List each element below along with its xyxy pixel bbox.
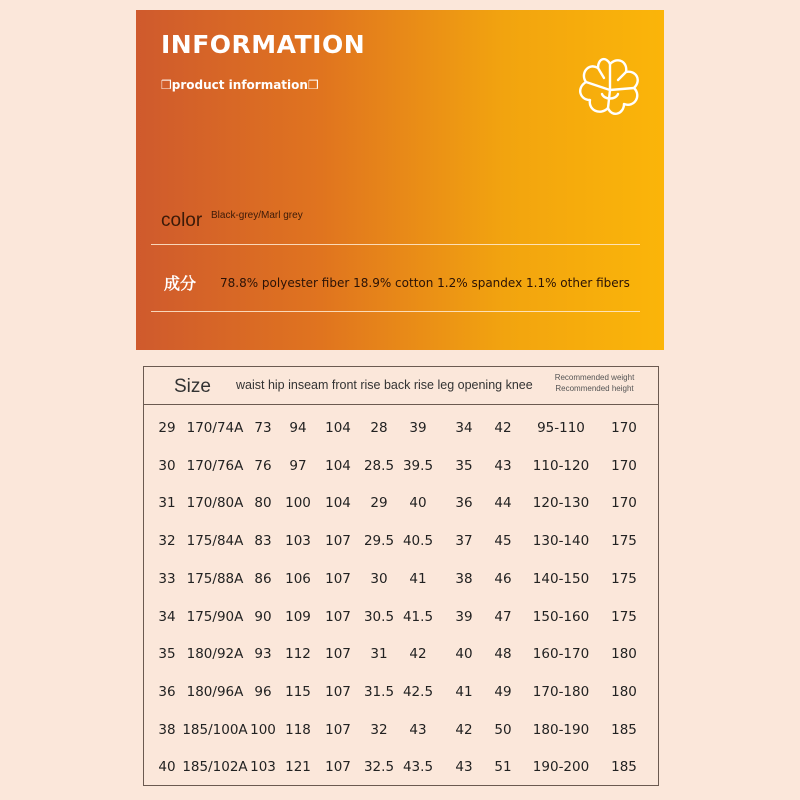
table-row	[144, 599, 658, 636]
size-table	[143, 366, 659, 786]
cell-back-rise: 40	[409, 495, 427, 512]
cell-knee: 51	[494, 759, 512, 776]
cell-leg-opening: 35	[455, 457, 473, 474]
cell-recommended-height: 180	[611, 646, 637, 663]
cell-knee: 50	[494, 721, 512, 738]
composition-label: 成分	[164, 274, 197, 293]
cell-size: 29	[158, 420, 176, 436]
cell-recommended-height: 170	[611, 457, 637, 474]
cell-hip: 100	[285, 495, 311, 512]
cell-hip: 97	[289, 457, 307, 474]
cell-waist: 73	[254, 420, 272, 436]
divider	[151, 244, 640, 245]
cell-hip: 112	[285, 646, 311, 663]
cell-waist: 96	[254, 683, 272, 700]
cell-waist: 83	[254, 533, 272, 550]
cell-leg-opening: 42	[455, 721, 473, 738]
cell-recommended-height: 175	[611, 533, 637, 550]
cell-recommended-height: 185	[611, 759, 637, 776]
cell-recommended-weight: 95-110	[537, 420, 585, 436]
cell-back-rise: 40.5	[402, 533, 434, 550]
cell-front-rise: 31	[370, 646, 388, 663]
table-row	[144, 410, 658, 447]
cell-waist: 93	[254, 646, 272, 663]
cell-waist: 76	[254, 457, 272, 474]
cell-inseam: 107	[325, 533, 351, 550]
cell-size: 33	[158, 570, 176, 587]
recommended-header: Recommended weight Recommended height	[554, 373, 635, 393]
cell-height-size: 175/84A	[186, 533, 244, 550]
cell-recommended-weight: 120-130	[532, 495, 590, 512]
cell-knee: 43	[494, 457, 512, 474]
cell-inseam: 107	[325, 608, 351, 625]
cell-knee: 47	[494, 608, 512, 625]
cell-inseam: 107	[325, 721, 351, 738]
cell-hip: 118	[285, 721, 311, 738]
cell-recommended-height: 175	[611, 608, 637, 625]
cell-hip: 109	[285, 608, 311, 625]
cell-back-rise: 42	[409, 646, 427, 663]
cell-inseam: 107	[325, 646, 351, 663]
cell-waist: 86	[254, 570, 272, 587]
cell-height-size: 175/88A	[186, 570, 244, 587]
cell-knee: 42	[494, 420, 512, 436]
cell-recommended-weight: 150-160	[532, 608, 590, 625]
divider	[151, 311, 640, 312]
cell-recommended-weight: 180-190	[532, 721, 590, 738]
cell-size: 34	[158, 608, 176, 625]
cell-back-rise: 39	[409, 420, 427, 436]
cell-leg-opening: 40	[455, 646, 473, 663]
cell-inseam: 104	[325, 495, 351, 512]
cell-knee: 44	[494, 495, 512, 512]
cell-front-rise: 32.5	[363, 759, 395, 776]
cell-recommended-weight: 170-180	[532, 683, 590, 700]
cell-front-rise: 29.5	[363, 533, 395, 550]
cell-inseam: 104	[325, 420, 351, 436]
cell-hip: 106	[285, 570, 311, 587]
info-banner	[136, 10, 664, 350]
cell-front-rise: 32	[370, 721, 388, 738]
cell-knee: 45	[494, 533, 512, 550]
cell-recommended-weight: 130-140	[532, 533, 590, 550]
cell-leg-opening: 37	[455, 533, 473, 550]
cell-back-rise: 43.5	[402, 759, 434, 776]
cell-knee: 49	[494, 683, 512, 700]
cell-knee: 48	[494, 646, 512, 663]
cell-size: 35	[158, 646, 176, 663]
cell-leg-opening: 34	[455, 420, 473, 436]
color-value: Black-grey/Marl grey	[211, 210, 303, 221]
cell-knee: 46	[494, 570, 512, 587]
cell-hip: 115	[285, 683, 311, 700]
table-row	[144, 674, 658, 711]
table-row	[144, 712, 658, 749]
cell-height-size: 180/92A	[186, 646, 244, 663]
cell-leg-opening: 43	[455, 759, 473, 776]
cell-hip: 103	[285, 533, 311, 550]
cell-recommended-height: 180	[611, 683, 637, 700]
cell-front-rise: 30	[370, 570, 388, 587]
cell-leg-opening: 38	[455, 570, 473, 587]
cell-recommended-weight: 160-170	[532, 646, 590, 663]
cell-size: 32	[158, 533, 176, 550]
cell-leg-opening: 41	[455, 683, 473, 700]
size-header: Size	[174, 376, 211, 397]
cell-recommended-weight: 190-200	[532, 759, 590, 776]
cell-height-size: 170/80A	[186, 495, 244, 512]
cell-size: 36	[158, 683, 176, 700]
cell-leg-opening: 36	[455, 495, 473, 512]
cell-waist: 100	[250, 721, 276, 738]
cotton-flower-icon	[574, 50, 646, 122]
table-row	[144, 523, 658, 560]
cell-back-rise: 43	[409, 721, 427, 738]
cell-leg-opening: 39	[455, 608, 473, 625]
banner-subtitle: ❒product information❒	[161, 78, 319, 92]
cell-inseam: 107	[325, 759, 351, 776]
cell-size: 30	[158, 457, 176, 474]
cell-size: 31	[158, 495, 176, 512]
banner-title: INFORMATION	[161, 30, 366, 59]
cell-height-size: 170/74A	[186, 420, 244, 436]
color-label: color	[161, 210, 203, 231]
cell-size: 38	[158, 721, 176, 738]
cell-recommended-height: 175	[611, 570, 637, 587]
table-row	[144, 636, 658, 673]
cell-height-size: 185/102A	[182, 759, 248, 776]
cell-height-size: 170/76A	[186, 457, 244, 474]
columns-header: waist hip inseam front rise back rise leg opening knee	[236, 378, 533, 392]
cell-hip: 94	[289, 420, 307, 436]
cell-waist: 80	[254, 495, 272, 512]
cell-front-rise: 31.5	[363, 683, 395, 700]
cell-front-rise: 30.5	[363, 608, 395, 625]
cell-recommended-weight: 140-150	[532, 570, 590, 587]
composition-value: 78.8% polyester fiber 18.9% cotton 1.2% spandex 1.1% other fibers	[220, 276, 630, 290]
cell-inseam: 107	[325, 683, 351, 700]
cell-recommended-weight: 110-120	[532, 457, 590, 474]
cell-recommended-height: 185	[611, 721, 637, 738]
cell-back-rise: 41.5	[402, 608, 434, 625]
cell-height-size: 175/90A	[186, 608, 244, 625]
cell-back-rise: 41	[409, 570, 427, 587]
cell-front-rise: 28.5	[363, 457, 395, 474]
cell-recommended-height: 170	[611, 495, 637, 512]
cell-recommended-height: 170	[611, 420, 637, 436]
table-row	[144, 448, 658, 485]
cell-height-size: 185/100A	[182, 721, 248, 738]
table-row	[144, 561, 658, 598]
table-row	[144, 749, 658, 786]
cell-back-rise: 39.5	[402, 457, 434, 474]
cell-hip: 121	[285, 759, 311, 776]
cell-front-rise: 29	[370, 495, 388, 512]
cell-inseam: 107	[325, 570, 351, 587]
table-row	[144, 485, 658, 522]
cell-height-size: 180/96A	[186, 683, 244, 700]
cell-waist: 103	[250, 759, 276, 776]
table-header	[144, 367, 658, 405]
cell-back-rise: 42.5	[402, 683, 434, 700]
cell-front-rise: 28	[370, 420, 388, 436]
cell-size: 40	[158, 759, 176, 776]
cell-inseam: 104	[325, 457, 351, 474]
cell-waist: 90	[254, 608, 272, 625]
